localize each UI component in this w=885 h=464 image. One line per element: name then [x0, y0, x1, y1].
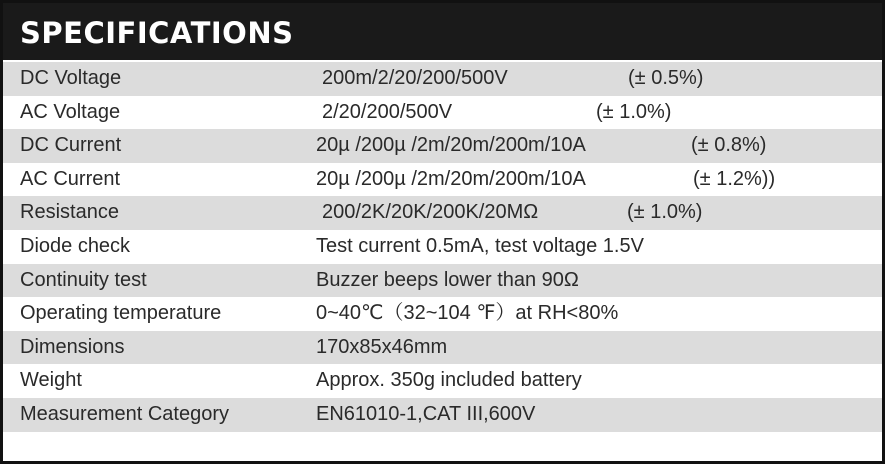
spec-accuracy: (± 0.5%) [628, 67, 704, 89]
spec-row-continuity-test [3, 264, 882, 298]
spec-row-dimensions [3, 331, 882, 365]
spec-row-ac-voltage [3, 96, 882, 130]
spec-row-dc-current [3, 129, 882, 163]
spec-row-dc-voltage [3, 62, 882, 96]
spec-label: AC Voltage [20, 100, 121, 123]
spec-row-diode-check [3, 230, 882, 264]
spec-value: Buzzer beeps lower than 90Ω [316, 268, 579, 291]
spec-label: Resistance [20, 201, 119, 224]
spec-row-measurement-category [3, 398, 882, 432]
spec-value: 0~40℃（32~104 ℉）at RH<80% [316, 302, 619, 325]
spec-label: Continuity test [20, 268, 147, 291]
spec-value: Test current 0.5mA, test voltage 1.5V [316, 234, 644, 257]
spec-value: 170x85x46mm [316, 335, 448, 358]
specifications-header [3, 3, 882, 60]
spec-row-operating-temperature [3, 297, 882, 331]
spec-accuracy: (± 1.0%) [596, 100, 672, 123]
header-title: SPECIFICATIONS [20, 16, 294, 50]
spec-label: Operating temperature [20, 302, 222, 325]
spec-label: Dimensions [20, 335, 125, 358]
spec-accuracy: (± 0.8%) [691, 134, 767, 157]
spec-value: EN61010-1,CAT III,600V [316, 402, 536, 425]
spec-label: Weight [20, 369, 82, 392]
spec-row-resistance [3, 196, 882, 230]
spec-value: 20µ /200µ /2m/20m/200m/10A [316, 134, 586, 157]
spec-label: DC Voltage [20, 67, 122, 89]
spec-accuracy: (± 1.0%) [627, 201, 703, 224]
specifications-table [3, 62, 882, 432]
spec-accuracy: (± 1.2%)) [693, 167, 776, 190]
spec-value: 200m/2/20/200/500V [322, 67, 508, 89]
spec-value: Approx. 350g included battery [316, 369, 582, 392]
spec-label: DC Current [20, 134, 122, 157]
spec-row-weight [3, 364, 882, 398]
spec-label: Measurement Category [20, 402, 229, 425]
spec-value: 200/2K/20K/200K/20MΩ [322, 201, 539, 224]
spec-label: Diode check [20, 234, 131, 257]
spec-value: 20µ /200µ /2m/20m/200m/10A [316, 167, 586, 190]
spec-value: 2/20/200/500V [322, 100, 453, 123]
spec-label: AC Current [20, 167, 121, 190]
spec-row-ac-current [3, 163, 882, 197]
